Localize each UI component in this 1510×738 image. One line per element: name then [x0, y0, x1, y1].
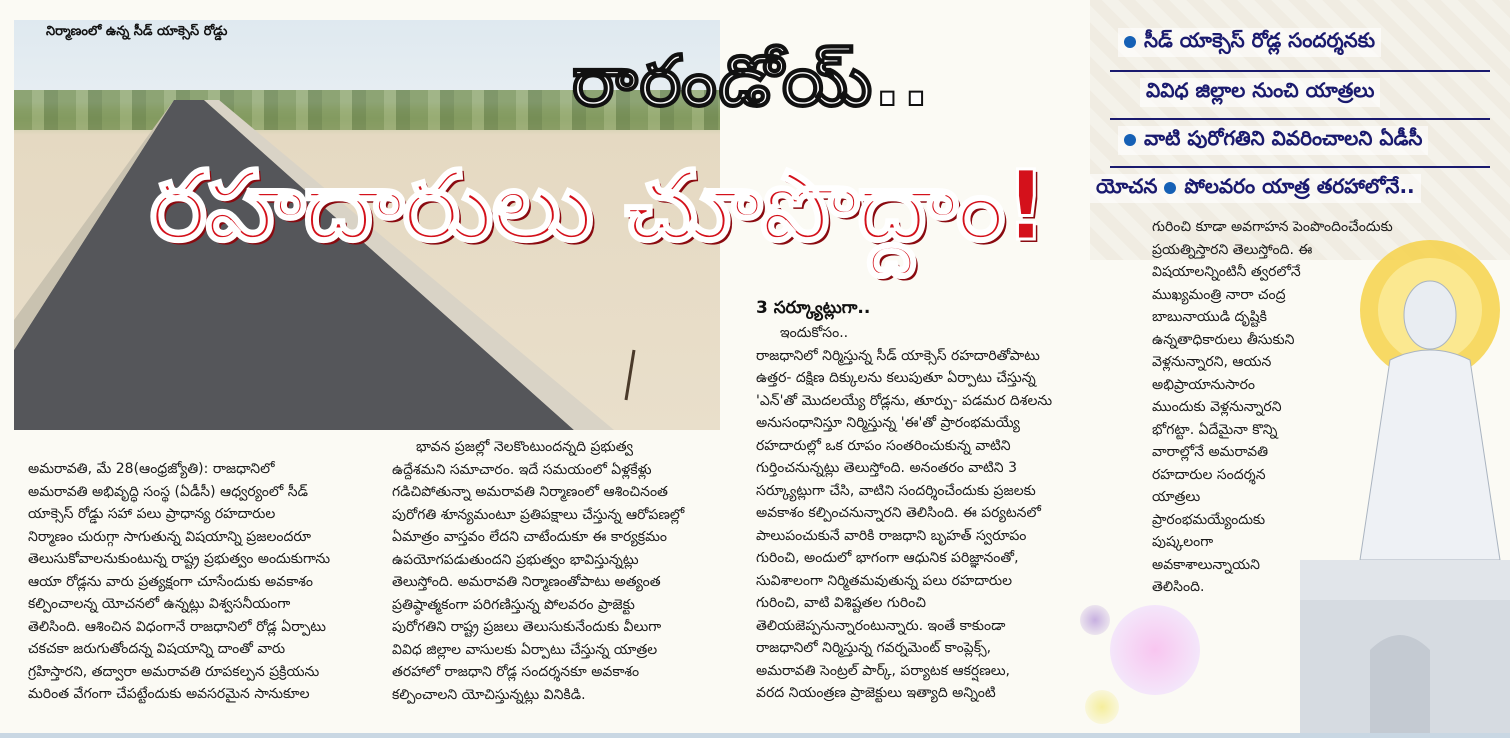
text-line: ప్రతిష్ఠాత్మకంగా పరిగణిస్తున్న పోలవరం ప్రాజెక్టు: [392, 596, 635, 613]
photo-caption: నిర్మాణంలో ఉన్న సీడ్ యాక్సెస్ రోడ్డు: [46, 24, 228, 39]
text-line: అభిప్రాయానుసారం: [1152, 376, 1255, 393]
bullet-dot-icon: [1124, 36, 1136, 48]
text-line: గురించి కూడా అవగాహన పెంపొందించేందుకు: [1152, 219, 1393, 235]
subheading: 3 సర్క్యూట్లుగా..: [756, 298, 871, 318]
text-line: అవకాశం కల్పించనున్నారని తెలిసింది. ఈ పర్యటనలో: [756, 505, 1041, 521]
text-line: గుర్తించనున్నట్లు తెలుస్తోంది. అనంతరం వాటిని 3: [756, 460, 1017, 476]
text-line: అమరావతి, మే 28(ఆంధ్రజ్యోతి): రాజధానిలో: [28, 461, 275, 477]
text-line: కల్పించాలన్న యోచనలో ఉన్నట్లు విశ్వసనీయంగా: [28, 596, 291, 612]
text-line: వారాల్లోనే అమరావతి: [1152, 444, 1269, 460]
bullet-2-cont: యోచన పోలవరం యాత్ర తరహాలోనే..: [1090, 174, 1421, 203]
text-line: వరద నియంత్రణ ప్రాజెక్టులు ఇత్యాది అన్నింటి: [756, 685, 996, 701]
text-line: అమరావతి అభివృద్ధి సంస్థ (ఏడీసీ) ఆధ్వర్యంలో సీడ్: [28, 483, 308, 500]
text-line: ప్రారంభమయ్యేందుకు: [1152, 511, 1266, 528]
text-line: అమరావతి సెంట్రల్ పార్క్, పర్యాటక ఆకర్షణలు,: [756, 662, 1010, 679]
text-line: మరింత వేగంగా చేపట్టేందుకు అవసరమైన సానుకూల: [28, 686, 310, 702]
headline-kicker: రారండోయ్..: [572, 40, 932, 122]
text-line: బాబునాయుడి దృష్టికి: [1152, 309, 1267, 325]
article-column-3: [756, 322, 1096, 705]
text-line: ఆయా రోడ్లను వారు ప్రత్యక్షంగా చూసేందుకు అవకాశం: [28, 573, 314, 590]
text-line: గురించి, వాటి విశిష్టతల గురించి: [756, 595, 926, 611]
text-line: పురోగతి శూన్యమంటూ ప్రతిపక్షాలు చేస్తున్న ఆరోపణల్లో: [392, 506, 685, 523]
bullet-2: వాటి పురోగతిని వివరించాలని ఏడీసీ: [1118, 126, 1428, 155]
text-line: పురోగతిని రాష్ట్ర ప్రజలు తెలుసుకునేందుకు వీలుగా: [392, 619, 662, 635]
text-line: తెలుసుకోవాలనుకుంటున్న రాష్ట్ర ప్రభుత్వం అందుకుగాను: [28, 551, 331, 567]
bullet-1: సీడ్ యాక్సెస్ రోడ్ల సందర్శనకు: [1118, 28, 1381, 57]
text-line: గడిచిపోతున్నా అమరావతి నిర్మాణంలో ఆశించినంత: [392, 484, 668, 500]
text-line: చకచకా జరుగుతోందన్న విషయాన్ని దాంతో వారు: [28, 641, 286, 657]
bullet-panel: [1090, 14, 1496, 214]
text-line: ఉపయోగపడుతుందని ప్రభుత్వం భావిస్తున్నట్లు: [392, 551, 639, 568]
article-column-2: [392, 436, 752, 706]
text-line: సర్క్యూట్లుగా చేసి, వాటిని సందర్శించేందుకు ప్రజలకు: [756, 482, 1036, 499]
bottom-border: [0, 733, 1510, 738]
text-line: భోగట్టా. ఏదేమైనా కొన్ని: [1152, 421, 1278, 438]
decor-bubble: [1110, 605, 1200, 695]
bullet-dot-icon: [1124, 134, 1136, 146]
text-line: భావన ప్రజల్లో నెలకొంటుందన్నది ప్రభుత్వ: [416, 439, 634, 455]
text-line: కల్పించాలని యోచిస్తున్నట్లు వినికిడి.: [392, 686, 586, 703]
bullet-dot-icon: [1164, 182, 1176, 194]
divider: [1110, 118, 1490, 120]
text-line: ముందుకు వెళ్లనున్నారని: [1152, 399, 1282, 415]
text-line: ఉత్తర- దక్షిణ దిక్కులను కలుపుతూ ఏర్పాటు చేస్తున్న: [756, 370, 1036, 386]
article-column-1: [28, 458, 388, 706]
text-line: వివిధ జిల్లాల వాసులకు ఏర్పాటు చేస్తున్న యాత్రల: [392, 641, 658, 658]
text-line: పుష్కలంగా: [1152, 534, 1214, 550]
text-line: రాజధానిలో నిర్మిస్తున్న గవర్నమెంట్ కాంప్లెక్స్,: [756, 640, 992, 656]
decor-bubble: [1080, 605, 1110, 635]
divider: [1110, 70, 1490, 72]
text-line: తెలిసింది. ఆశించిన విధంగానే రాజధానిలో రోడ్ల ఏర్పాటు: [28, 618, 326, 635]
text-line: నిర్మాణం చురుగ్గా సాగుతున్న విషయాన్ని ప్రజలందరూ: [28, 528, 312, 545]
text-line: ప్రయత్నిస్తారని తెలుస్తోంది. ఈ: [1152, 241, 1313, 258]
text-line: పాలుపంచుకునే వారికి రాజధాని బృహత్ స్వరూపం: [756, 527, 1027, 544]
text-line: రహదారుల్లో ఒక రూపం సంతరించుకున్న వాటిని: [756, 437, 1011, 454]
headline-main: రహదారులు చూపొద్దాం!: [150, 150, 1047, 262]
text-line: ఉన్నతాధికారులు తీసుకుని: [1152, 331, 1295, 348]
text-line: ఏమాత్రం వాస్తవం లేదని చాటేందుకూ ఈ కార్యక్రమం: [392, 529, 667, 545]
text-line: అవకాశాలున్నాయని: [1152, 556, 1260, 573]
text-line: ఉద్దేశమని సమాచారం. ఇదే సమయంలో ఏళ్లకేళ్లు: [392, 461, 652, 478]
text-line: గ్రహిస్తారని, తద్వారా అమరావతి రూపకల్పన ప్రక్రియను: [28, 663, 320, 680]
text-line: తరహాలో రాజధాని రోడ్ల సందర్శనకూ అవకాశం: [392, 664, 640, 680]
article-column-4: [1152, 216, 1452, 599]
text-line: రాజధానిలో నిర్మిస్తున్న సీడ్ యాక్సెస్ రహదారితోపాటు: [756, 347, 1040, 364]
divider: [1110, 166, 1490, 168]
text-line: యాక్సెస్ రోడ్డు సహా పలు ప్రాధాన్య రహదారుల: [28, 506, 276, 522]
text-line: తెలుస్తోంది. అమరావతి నిర్మాణంతోపాటు అత్యంత: [392, 574, 661, 590]
text-line: విషయాలన్నింటినీ త్వరలోనే: [1152, 264, 1301, 280]
text-line: యాత్రలు: [1152, 489, 1201, 505]
text-line: గురించి, అందులో భాగంగా ఆధునిక పరిజ్ఞానంతో,: [756, 550, 1019, 566]
text-line: రహదారుల సందర్శన: [1152, 466, 1266, 483]
text-line: తెలియజెప్పనున్నారంటున్నారు. ఇంతే కాకుండా: [756, 617, 1006, 634]
text-line: ఇందుకోసం..: [780, 325, 849, 341]
text-line: సువిశాలంగా నిర్మితమవుతున్న పలు రహదారుల: [756, 572, 1012, 589]
decor-bubble: [1085, 690, 1119, 724]
text-line: తెలిసింది.: [1152, 579, 1205, 595]
bullet-1-cont: వివిధ జిల్లాల నుంచి యాత్రలు: [1140, 78, 1380, 107]
text-line: వెళ్లనున్నారని, ఆయన: [1152, 354, 1272, 370]
text-line: ముఖ్యమంత్రి నారా చంద్ర: [1152, 286, 1286, 303]
text-line: 'ఎన్'తో మొదలయ్యే రోడ్లను, తూర్పు- పడమర దిశలను: [756, 392, 1053, 409]
text-line: అనుసంధానిస్తూ నిర్మిస్తున్న 'ఈ'తో ప్రారంభమయ్యే: [756, 415, 1020, 431]
